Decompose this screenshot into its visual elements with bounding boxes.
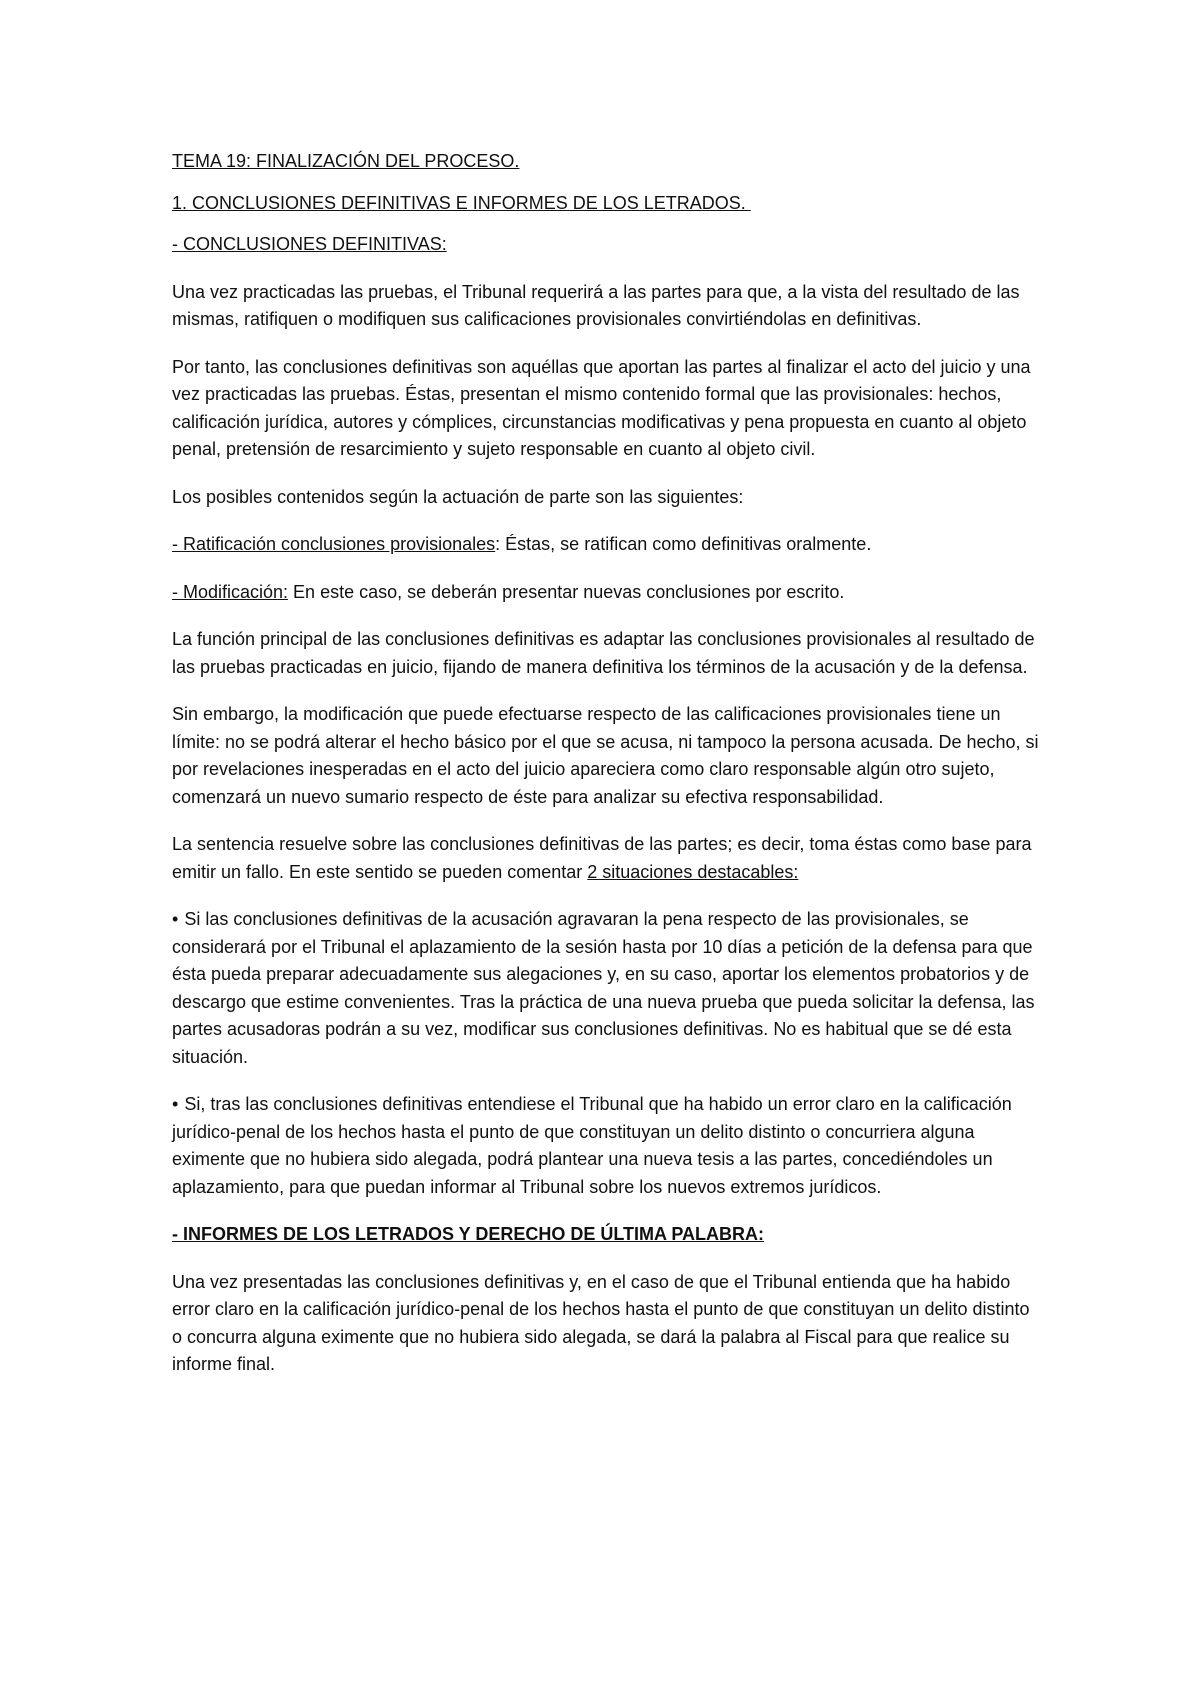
paragraph-6 [172, 831, 1042, 886]
list-item-label: - Modificación: [172, 581, 289, 602]
section-1-heading: 1. CONCLUSIONES DEFINITIVAS E INFORMES DE LOS LETRADOS. [172, 192, 751, 213]
bullet-text: Si, tras las conclusiones definitivas entendiese el Tribunal que ha habido un error claro en la calificación jurídico-penal de los hechos hasta el punto de que constituyan un delito distinto o concurriera alguna eximente que no hubiera sido alegada, podrá plantear una nueva tesis a las partes, concediéndoles un aplazamiento, para que puedan informar al Tribunal sobre los nuevos extremos jurídicos. [172, 1094, 1012, 1197]
paragraph-5: Sin embargo, la modificación que puede efectuarse respecto de las calificaciones provisionales tiene un límite: no se podrá alterar el hecho básico por el que se acusa, ni tampoco la persona acusada. De hecho, si por revelaciones inesperadas en el acto del juicio apareciera como claro responsable algún otro sujeto, comenzará un nuevo sumario respecto de éste para analizar su efectiva responsabilidad. [172, 704, 1039, 807]
bullet-item-2 [172, 1091, 1042, 1201]
list-item-text: En este caso, se deberán presentar nuevas conclusiones por escrito. [288, 581, 845, 602]
list-item-modificacion [172, 579, 1042, 607]
document-title: TEMA 19: FINALIZACIÓN DEL PROCESO. [172, 151, 520, 171]
paragraph-1: Una vez practicadas las pruebas, el Tribunal requerirá a las partes para que, a la vista del resultado de las mismas, ratifiquen o modifiquen sus calificaciones provisionales convirtiéndolas en definitivas. [172, 281, 1020, 329]
paragraph-4: La función principal de las conclusiones definitivas es adaptar las conclusiones provisionales al resultado de las pruebas practicadas en juicio, fijando de manera definitiva los términos de la acusación y de la defensa. [172, 629, 1035, 677]
bullet-item-1 [172, 906, 1042, 1071]
list-item-ratificacion [172, 531, 1042, 559]
list-item-label: - Ratificación conclusiones provisionales [172, 534, 496, 554]
subsection-conclusiones-heading: - CONCLUSIONES DEFINITIVAS: [172, 234, 447, 254]
list-item-text: : Éstas, se ratifican como definitivas oralmente. [495, 534, 872, 554]
bullet-text: Si las conclusiones definitivas de la acusación agravaran la pena respecto de las provisionales, se considerará por el Tribunal el aplazamiento de la sesión hasta por 10 días a petición de la defensa para que ésta pueda preparar adecuadamente sus alegaciones y, en su caso, aportar los elementos probatorios y de descargo que estime convenientes. Tras la práctica de una nueva prueba que pueda solicitar la defensa, las partes acusadoras podrán a su vez, modificar sus conclusiones definitivas. No es habitual que se dé esta situación. [172, 909, 1035, 1067]
paragraph-2: Por tanto, las conclusiones definitivas son aquéllas que aportan las partes al finalizar el acto del juicio y una vez practicadas las pruebas. Éstas, presentan el mismo contenido formal que las provisionales: hechos, calificación jurídica, autores y cómplices, circunstancias modificativas y pena propuesta en cuanto al objeto penal, pretensión de resarcimiento y sujeto responsable en cuanto al objeto civil. [172, 356, 1031, 459]
bullet-icon: • [172, 909, 179, 929]
paragraph-6-underlined: 2 situaciones destacables: [587, 861, 799, 882]
paragraph-3: Los posibles contenidos según la actuación de parte son las siguientes: [172, 486, 744, 507]
paragraph-6-text: La sentencia resuelve sobre las conclusiones definitivas de las partes; es decir, toma éstas como base para emitir un fallo. En este sentido se pueden comentar [172, 834, 1032, 882]
paragraph-7: Una vez presentadas las conclusiones definitivas y, en el caso de que el Tribunal entienda que ha habido error claro en la calificación jurídico-penal de los hechos hasta el punto de que constituyan un delito distinto o concurra alguna eximente que no hubiera sido alegada, se dará la palabra al Fiscal para que realice su informe final. [172, 1271, 1030, 1374]
subsection-informes-heading: - INFORMES DE LOS LETRADOS Y DERECHO DE ÚLTIMA PALABRA: [172, 1224, 765, 1244]
document-page [172, 148, 1042, 1399]
bullet-icon: • [172, 1094, 179, 1114]
